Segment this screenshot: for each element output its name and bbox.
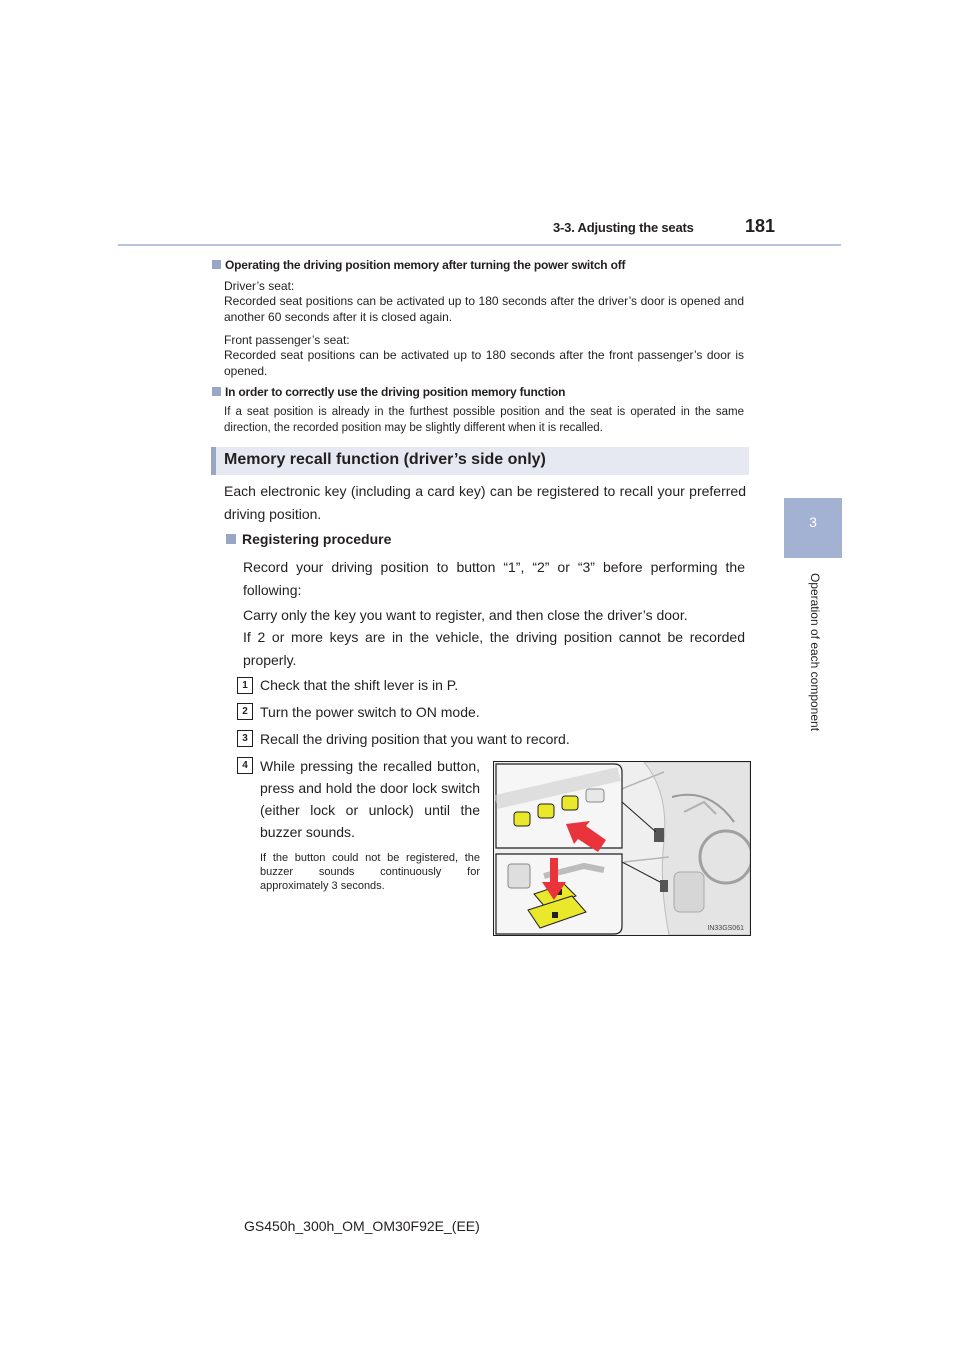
running-header: 3-3. Adjusting the seats bbox=[553, 220, 694, 235]
chapter-number: 3 bbox=[809, 514, 817, 530]
procedure-paragraph: If 2 or more keys are in the vehicle, the driving position cannot be recorded properly. bbox=[243, 629, 745, 668]
figure-code: IN33GS061 bbox=[707, 925, 744, 932]
chapter-label: Operation of each component bbox=[808, 572, 822, 732]
note-text: Driver’s seat: bbox=[224, 279, 295, 293]
step-text: Recall the driving position that you want to record. bbox=[260, 731, 570, 747]
page-number: 181 bbox=[745, 216, 776, 236]
door-lock-switch-inset bbox=[496, 854, 622, 934]
subsection-heading: Registering procedure bbox=[226, 531, 391, 547]
procedure-paragraph: Carry only the key you want to register, and then close the driver’s door. bbox=[243, 607, 688, 623]
note-text: Recorded seat positions can be activated up to 180 seconds after the driver’s door is opened and another 60 seconds after it is closed again. bbox=[224, 294, 744, 324]
memory-buttons-inset bbox=[496, 764, 622, 852]
door-switch-illustration bbox=[493, 761, 751, 936]
footer-model-code: GS450h_300h_OM_OM30F92E_(EE) bbox=[244, 1218, 480, 1234]
header-rule bbox=[118, 244, 841, 246]
section-title: Memory recall function (driver’s side only) bbox=[224, 451, 546, 468]
step-number-4: 4 bbox=[237, 757, 253, 774]
door-trim-drawing bbox=[494, 762, 750, 935]
step-text: Turn the power switch to ON mode. bbox=[260, 704, 480, 720]
note-text: If a seat position is already in the furthest possible position and the seat is operated in the same direction, the recorded position may be slightly different when it is recalled. bbox=[224, 406, 744, 434]
square-bullet-icon bbox=[212, 260, 221, 269]
note-text: Front passenger’s seat: bbox=[224, 333, 350, 347]
note-heading-correct-use: In order to correctly use the driving position memory function bbox=[212, 385, 565, 399]
step-text: Check that the shift lever is in P. bbox=[260, 677, 459, 693]
note-text: Recorded seat positions can be activated up to 180 seconds after the front passenger’s door is opened. bbox=[224, 348, 744, 378]
square-bullet-icon bbox=[226, 534, 236, 544]
square-bullet-icon bbox=[212, 387, 221, 396]
section-heading-accent bbox=[211, 447, 216, 475]
step-number-1: 1 bbox=[237, 677, 253, 694]
step-text: While pressing the recalled button, press and hold the door lock switch (either lock or unlock) until the buzzer sounds. bbox=[260, 758, 480, 840]
step-number-3: 3 bbox=[237, 730, 253, 747]
step-number-2: 2 bbox=[237, 703, 253, 720]
step-note: If the button could not be registered, the buzzer sounds continuously for approximately 3 seconds. bbox=[260, 852, 480, 892]
note-heading-power-switch: Operating the driving position memory after turning the power switch off bbox=[212, 258, 625, 272]
procedure-paragraph: Record your driving position to button “1”, “2” or “3” before performing the following: bbox=[243, 559, 745, 598]
section-intro: Each electronic key (including a card key) can be registered to recall your preferred driving position. bbox=[224, 483, 746, 522]
